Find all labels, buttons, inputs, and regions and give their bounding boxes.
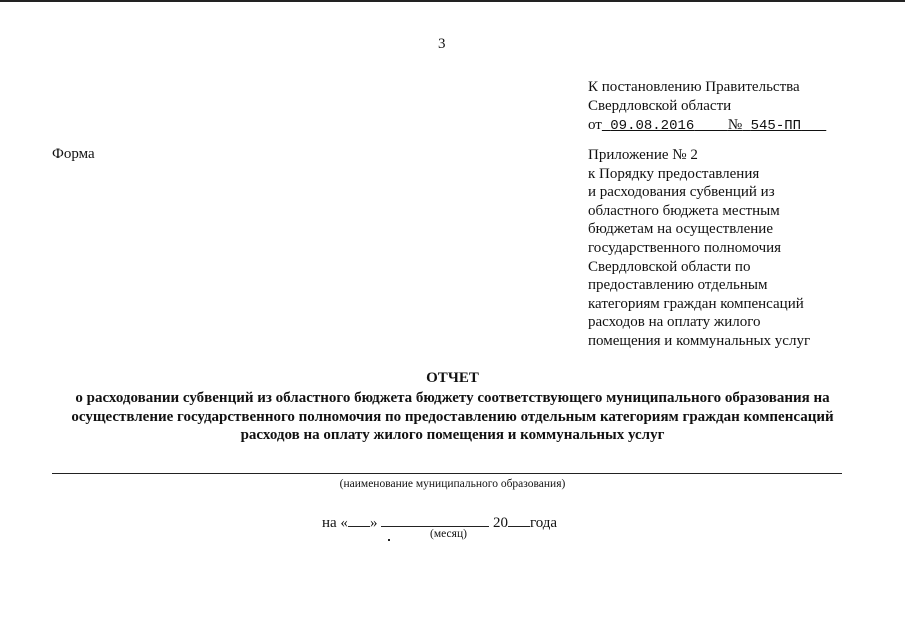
- date-suffix: года: [529, 515, 558, 531]
- month-blank[interactable]: [381, 512, 489, 527]
- decree-line-1: К постановлению Правительства: [588, 79, 800, 95]
- decree-date-number: [588, 116, 888, 136]
- report-subtitle: [30, 389, 875, 445]
- appendix-line: Свердловской области по: [588, 258, 751, 275]
- appendix-line: помещения и коммунальных услуг: [588, 332, 811, 349]
- report-subtitle-line: расходов на оплату жилого помещения и коммунальных услуг: [240, 427, 665, 444]
- appendix-line: категориям граждан компенсаций: [588, 295, 804, 312]
- appendix-line: областного бюджета местным: [588, 202, 780, 219]
- year-prefix: 20: [492, 515, 508, 531]
- date-prefix: на «: [322, 515, 348, 531]
- report-subtitle-line: о расходовании субвенций из областного бюджета бюджету соответствующего муниципального образования на: [75, 390, 830, 406]
- decree-from-label: от: [588, 117, 602, 133]
- appendix-line: государственного полномочия: [588, 239, 782, 256]
- page-number: 3: [438, 36, 446, 52]
- appendix-line: к Порядку предоставления: [588, 165, 760, 182]
- decree-line-2: Свердловской области: [588, 98, 732, 114]
- report-subtitle-line: осуществление государственного полномочия по предоставлению отдельным категориям граждан компенсаций: [71, 408, 834, 425]
- year-blank[interactable]: [508, 512, 530, 527]
- appendix-line: Приложение № 2: [588, 147, 698, 163]
- month-hint: (месяц): [430, 528, 467, 540]
- appendix-line: расходов на оплату жилого: [588, 314, 761, 331]
- municipality-hint: (наименование муниципального образования): [339, 478, 566, 490]
- decree-number: 545-ПП: [750, 118, 802, 134]
- appendix-line: предоставлению отдельным: [588, 277, 768, 294]
- appendix-block: [588, 146, 888, 351]
- form-label: Форма: [52, 146, 95, 162]
- report-title: ОТЧЕТ: [426, 370, 479, 386]
- decree-reference: [588, 78, 888, 136]
- municipality-blank-line[interactable]: [52, 473, 842, 474]
- appendix-line: и расходования субвенций из: [588, 184, 775, 201]
- appendix-line: бюджетам на осуществление: [588, 221, 773, 238]
- decree-date: 09.08.2016: [610, 118, 695, 134]
- day-blank[interactable]: [348, 512, 370, 527]
- date-close-quote: »: [369, 515, 378, 531]
- top-border-line: [0, 0, 905, 2]
- decree-number-label: №: [727, 117, 743, 133]
